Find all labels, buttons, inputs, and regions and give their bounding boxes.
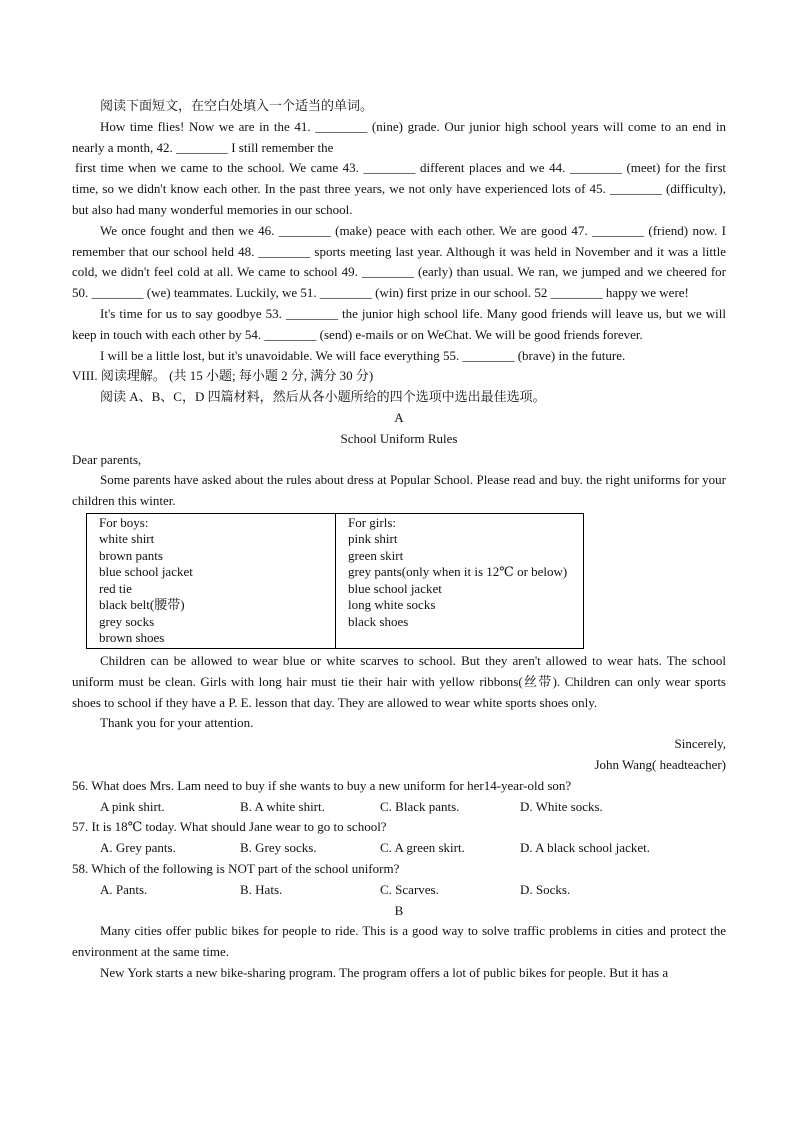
passage-b-paragraph-2: New York starts a new bike-sharing program. The program offers a lot of public bikes for people. But it has a xyxy=(100,964,669,980)
option-c: C. A green skirt. xyxy=(380,840,465,856)
document-page xyxy=(72,96,726,984)
passage-a-body: Children can be allowed to wear blue or white scarves to school. But they aren't allowed to wear hats. The school uniform must be clean. Girls with long hair must tie their hair with yellow ribbons(丝带). Children can only wear sports shoes to school if they have a P. E. lesson that day. They are allowed to wear white sports shoes only. xyxy=(72,652,726,710)
section-instruction: 阅读 A、B、C，D 四篇材料，然后从各小题所给的四个选项中选出最佳选项。 xyxy=(100,389,546,405)
uniform-table xyxy=(86,513,584,649)
closing: Sincerely, xyxy=(674,736,726,752)
boys-item: white shirt xyxy=(99,531,155,547)
option-b: B. A white shirt. xyxy=(240,798,325,814)
option-b: B. Hats. xyxy=(240,881,283,897)
signature: John Wang( headteacher) xyxy=(594,756,726,772)
option-a: A. Pants. xyxy=(100,881,148,897)
cloze-paragraph-1b: first time when we came to the school. We came 43. ________ different places and we 44. ________ (meet) for the first time, so we didn't know each other. In the past three years, we not only have experienced lots of 45. ________ (difficulty), but also had many wonderful memories in our school. xyxy=(72,160,726,217)
passage-b-letter: B xyxy=(394,902,404,918)
cloze-paragraph-4: I will be a little lost, but it's unavoidable. We will face everything 55. ________ (brave) in the future. xyxy=(100,347,626,363)
passage-a-thanks: Thank you for your attention. xyxy=(100,715,254,731)
passage-a-title: School Uniform Rules xyxy=(340,430,458,446)
passage-b-paragraph-1: Many cities offer public bikes for people to ride. This is a good way to solve traffic problems in cities and protect the environment at the same time. xyxy=(72,923,726,960)
option-a: A pink shirt. xyxy=(100,798,165,814)
boys-column xyxy=(87,514,335,648)
option-d: D. Socks. xyxy=(520,881,571,897)
girls-item: long white socks xyxy=(348,597,436,613)
greeting: Dear parents, xyxy=(72,451,142,467)
option-c: C. Black pants. xyxy=(380,798,460,814)
question-56: 56. What does Mrs. Lam need to buy if she wants to buy a new uniform for her14-year-old son? xyxy=(72,777,572,793)
option-c: C. Scarves. xyxy=(380,881,439,897)
question-57-options xyxy=(72,838,726,859)
question-58: 58. Which of the following is NOT part of the school uniform? xyxy=(72,860,400,876)
option-b: B. Grey socks. xyxy=(240,840,317,856)
girls-item: pink shirt xyxy=(348,531,398,547)
girls-item: blue school jacket xyxy=(348,580,442,596)
option-a: A. Grey pants. xyxy=(100,840,176,856)
cloze-paragraph-2: We once fought and then we 46. ________ (make) peace with each other. We are good 47. ________ (friend) now. I remember that our school held 48. ________ sports meeting last year. Although it was held in November and it was a little cold, we didn't feel cold at all. We came to school 49. ________ (early) than usual. We ran, we jumped and we cheered for 50. ________ (we) teammates. Luckily, we 51. ________ (win) first prize in our school. 52 ________ happy we were! xyxy=(72,222,726,301)
passage-a-intro: Some parents have asked about the rules about dress at Popular School. Please read and buy. the right uniforms for your children this winter. xyxy=(72,472,726,509)
girls-item: green skirt xyxy=(348,547,404,563)
section-heading: VIII. 阅读理解。 (共 15 小题; 每小题 2 分, 满分 30 分) xyxy=(72,368,374,384)
cloze-paragraph-1a: How time flies! Now we are in the 41. ________ (nine) grade. Our junior high school years will come to an end in nearly a month, 42. ________ I still remember the xyxy=(72,118,726,155)
boys-item: brown shoes xyxy=(99,630,165,646)
girls-header: For girls: xyxy=(348,514,397,530)
girls-column xyxy=(335,514,583,648)
girls-item: black shoes xyxy=(348,613,409,629)
boys-header: For boys: xyxy=(99,514,149,530)
option-d: D. White socks. xyxy=(520,798,603,814)
boys-item: black belt(腰带) xyxy=(99,597,185,613)
question-56-options xyxy=(72,797,726,818)
cloze-instruction: 阅读下面短文，在空白处填入一个适当的单词。 xyxy=(100,98,374,113)
girls-item: grey pants(only when it is 12℃ or below) xyxy=(348,564,568,580)
boys-item: red tie xyxy=(99,580,132,596)
cloze-paragraph-3: It's time for us to say goodbye 53. ________ the junior high school life. Many good friends will leave us, but we will keep in touch with each other by 54. ________ (send) e-mails or on WeChat. We will be good friends forever. xyxy=(72,305,726,342)
question-58-options xyxy=(72,880,726,901)
boys-item: brown pants xyxy=(99,547,163,563)
question-57: 57. It is 18℃ today. What should Jane wear to go to school? xyxy=(72,819,387,835)
option-d: D. A black school jacket. xyxy=(520,840,650,856)
boys-item: blue school jacket xyxy=(99,564,193,580)
boys-item: grey socks xyxy=(99,613,155,629)
passage-a-letter: A xyxy=(394,409,404,425)
